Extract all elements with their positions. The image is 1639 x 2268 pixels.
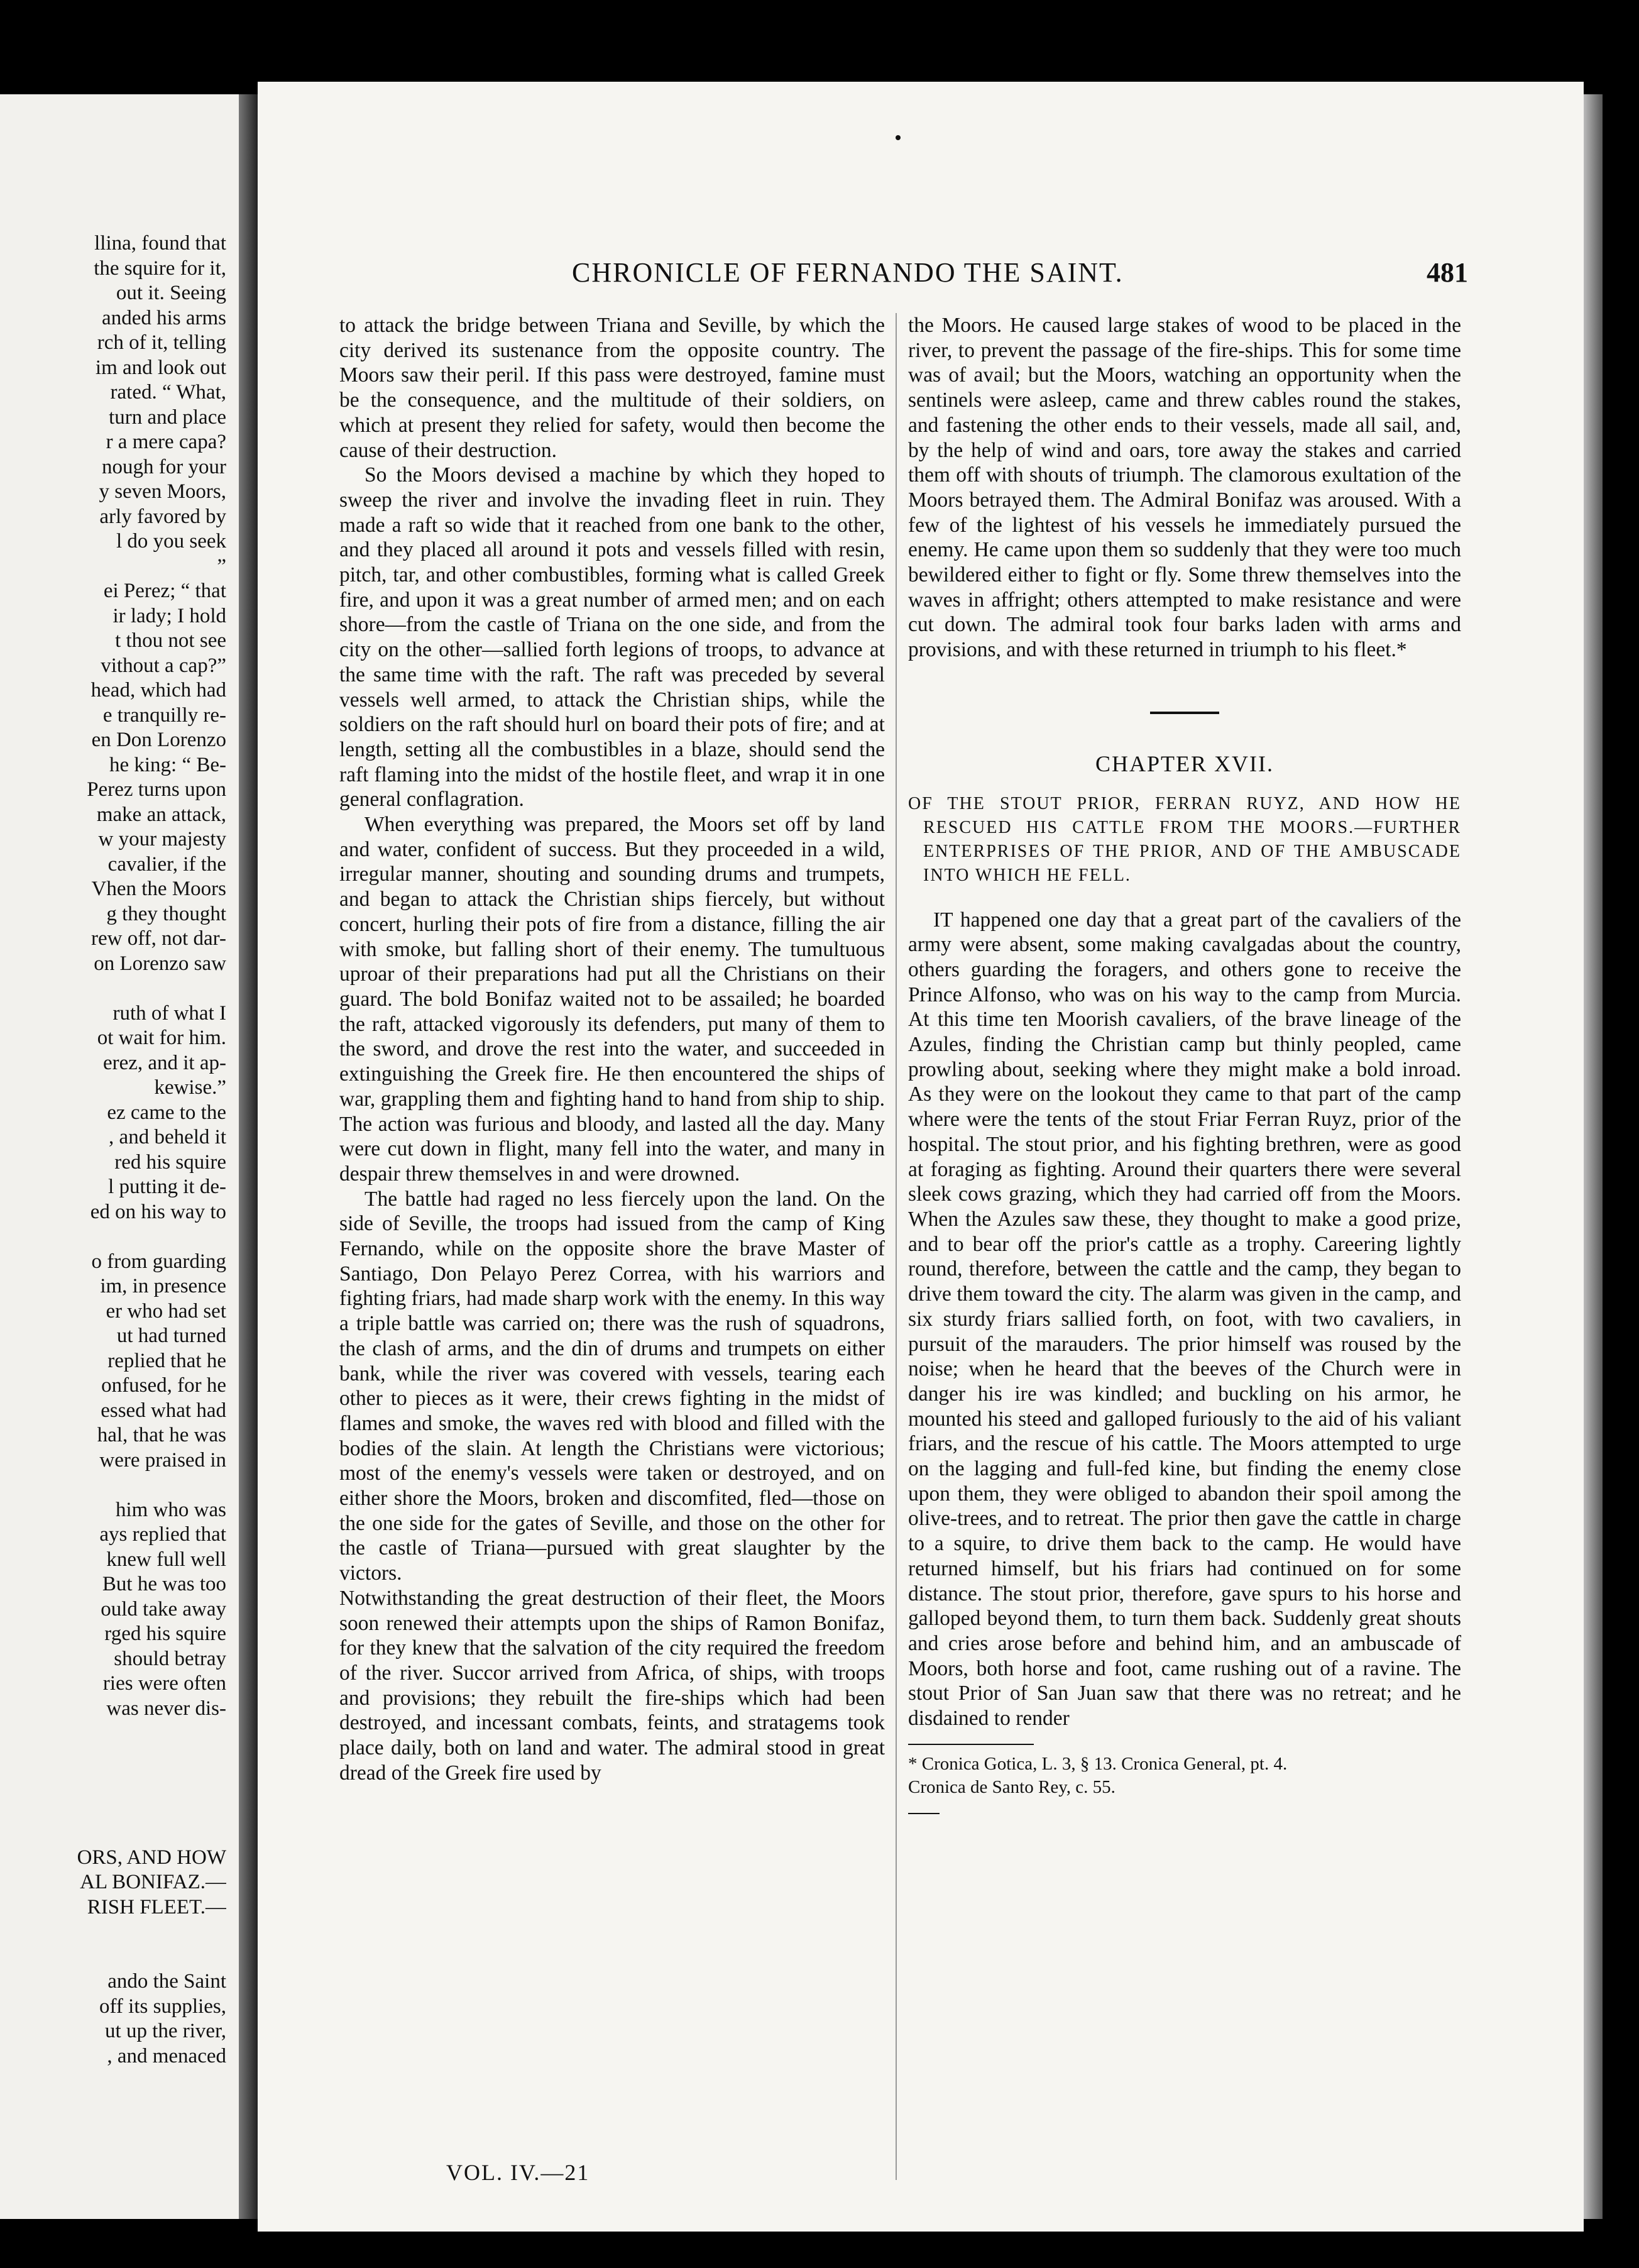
left-page-line xyxy=(0,1721,226,1746)
left-page-line: ir lady; I hold xyxy=(112,604,226,627)
left-page-line: ando the Saint xyxy=(107,1970,226,1993)
left-page-line: llina, found that xyxy=(94,232,226,255)
left-page-line: red his squire xyxy=(114,1150,226,1174)
left-page-line: rged his squire xyxy=(104,1622,226,1645)
left-page-line xyxy=(0,1225,226,1250)
left-page-line: w your majesty xyxy=(98,828,226,851)
column-divider xyxy=(896,313,897,2180)
left-page-line: should betray xyxy=(114,1647,226,1670)
left-page-line: he king: “ Be- xyxy=(109,753,226,776)
left-page-line: , and menaced xyxy=(107,2044,226,2067)
left-page-line: nough for your xyxy=(102,455,226,478)
paragraph: The battle had raged no less fiercely upon the land. On the side of Seville, the troops had issued from the camp of King Fernando, while on the opposite shore the brave Master of Santiago, Don Pelayo Perez Correa, with his warriors and fighting friars, had made sharp work with the enemy. In this way a triple battle was carried on; there was the rush of squadrons, the clash of arms, and the din of drums and trumpets on either bank, while the river was covered with vessels, tearing each other to pieces as it were, their crews fighting in the midst of flames and smoke, the waves red with blood and filled with the bodies of the slain. At length the Christians were victorious; most of the enemy's vessels were taken or destroyed, and on either shore the Moors, broken and discomfited, fled—those on the one side for the gates of Seville, and those on the other for the castle of Triana—pursued with great slaughter by the victors. xyxy=(339,1187,885,1585)
left-page-line: the squire for it, xyxy=(94,256,226,280)
left-page-line: ORS, AND HOW xyxy=(77,1846,226,1869)
left-page-line: ut had turned xyxy=(116,1324,226,1347)
section-rule xyxy=(1150,712,1219,714)
left-page-line: RISH FLEET.— xyxy=(87,1895,226,1918)
left-page-line: erez, and it ap- xyxy=(102,1051,226,1074)
left-page-line xyxy=(0,1920,226,1945)
paragraph: When everything was prepared, the Moors set off by land and water, confident of success. But they proceeded in a wild, irregular manner, shouting and sounding drums and trumpets, and began to attack the Christian ships fiercely, but without concert, hurling their pots of fire from a distance, filling the air with smoke, but falling short of their enemy. The tumultuous uproar of their preparations had put all the Christians on their guard. The bold Bonifaz waited not to be assailed; he boarded the raft, attacked vigorously its defenders, put many of them to the sword, and drove the rest into the water, and succeeded in extinguishing the Greek fire. He then encountered the ships of war, grappling them and fighting hand to hand from ship to ship. The action was furious and bloody, and lasted all the day. Many were cut down in flight, many fell into the water, and many in despair threw themselves in and were drowned. xyxy=(339,813,885,1186)
left-page-line: r a mere capa? xyxy=(106,431,226,453)
left-page-line: AL BONIFAZ.— xyxy=(80,1871,226,1893)
left-page-line xyxy=(0,1945,226,1970)
left-page-line: o from guarding xyxy=(91,1250,226,1273)
left-page-line: turn and place xyxy=(109,405,226,429)
right-column xyxy=(908,313,1461,1814)
left-page-line: kewise.” xyxy=(154,1076,226,1099)
left-page-line: vithout a cap?” xyxy=(101,654,226,677)
left-page-line xyxy=(0,1796,226,1821)
paragraph: IT happened one day that a great part of the cavaliers of the army were absent, some making cavalgadas about the country, others guarding the foragers, and others gone to receive the Prince Alfonso, who was on his way to the camp from Murcia. At this time ten Moorish cavaliers, of the brave lineage of the Azules, finding the Christian camp but thinly peopled, came prowling about, seeking where they might make a bold inroad. As they were on the lookout they came to that part of the camp where were the tents of the stout Friar Ferran Ruyz, prior of the hospital. The stout prior, and his fighting brethren, were as good at foraging as fighting. Around their quarters there were several sleek cows grazing, which they had carried off from the Moors. When the Azules saw these, they thought to make a good prize, and to bear off the prior's cattle as a trophy. Careering lightly round, therefore, between the cattle and the camp, they began to drive them toward the city. The alarm was given in the camp, and six sturdy friars sallied forth, on foot, with two cavaliers, in pursuit of the marauders. The prior himself was roused by the noise; when he heard that the beeves of the Church were in danger his ire was kindled; and buckling on his armor, he mounted his steed and galloped furiously to the aid of his valiant friars, and the rescue of his cattle. The Moors attempted to urge on the lagging and full-fed kine, but finding the enemy close upon them, they were obliged to abandon their spoil among the olive-trees, and to retreat. The prior then gave the cattle in charge to a squire, to drive them back to the camp. He would have returned himself, but his friars had continued on for some distance. The stout prior, therefore, gave spurs to his horse and galloped beyond them, to turn them back. Suddenly great shouts and cries arose before and behind him, and an ambuscade of Moors, both horse and foot, came rushing out of a ravine. The stout Prior of San Juan saw that there was no retreat; and he disdained to render xyxy=(908,908,1461,1731)
left-page-line xyxy=(0,1771,226,1796)
left-page-line: rch of it, telling xyxy=(97,331,226,354)
signature-mark: VOL. IV.—21 xyxy=(446,2160,590,2185)
left-page-line: ed on his way to xyxy=(90,1200,226,1223)
left-page-line: rated. “ What, xyxy=(110,381,226,404)
left-page-line: on Lorenzo saw xyxy=(94,952,226,975)
left-page-line xyxy=(0,1473,226,1498)
left-page-line: out it. Seeing xyxy=(116,282,226,304)
left-page-text xyxy=(0,231,226,2069)
left-page-line: anded his arms xyxy=(102,306,226,329)
left-page-line: him who was xyxy=(116,1498,226,1521)
running-title: CHRONICLE OF FERNANDO THE SAINT. xyxy=(572,257,1124,288)
left-page-line: ” xyxy=(217,554,226,578)
left-page-line: cavalier, if the xyxy=(107,852,226,876)
left-page-line: ould take away xyxy=(101,1597,226,1621)
left-page-line: was never dis- xyxy=(106,1697,226,1720)
left-page-line: off its supplies, xyxy=(99,1995,226,2018)
left-page-line: ez came to the xyxy=(107,1101,226,1124)
end-mark xyxy=(908,1813,940,1814)
left-page-line xyxy=(0,1746,226,1771)
left-page-line: l do you seek xyxy=(116,530,226,553)
running-head xyxy=(258,256,1584,288)
left-page-line: y seven Moors, xyxy=(99,480,226,503)
left-page-line: head, which had xyxy=(90,679,226,702)
left-page-line xyxy=(0,1820,226,1846)
left-page-line: Perez turns upon xyxy=(87,778,226,801)
main-page xyxy=(258,82,1584,2232)
left-column xyxy=(339,313,885,1785)
left-page-line: er who had set xyxy=(106,1299,226,1323)
left-page-line: onfused, for he xyxy=(101,1374,226,1397)
page-mark xyxy=(896,135,901,140)
paragraph: the Moors. He caused large stakes of wood to be placed in the river, to prevent the passage of the fire-ships. This for some time was of avail; but the Moors, watching an opportunity when the sentinels were asleep, came and threw cables round the stakes, and fastening the other ends to their vessels, made all sail, and, by the help of wind and oars, tore away the stakes and carried them off with shouts of triumph. The clamorous exultation of the Moors betrayed them. The Admiral Bonifaz was aroused. With a few of the lightest of his vessels he immediately pursued the enemy. He came upon them so suddenly that they were too much bewildered either to fight or fly. Some threw themselves into the waves in affright; others attempted to make resistance and were cut down. The admiral took four barks laden with arms and provisions, and with these returned in triumph to his fleet.* xyxy=(908,314,1461,662)
left-page-line: ut up the river, xyxy=(105,2020,226,2042)
left-page-line: ei Perez; “ that xyxy=(103,580,226,602)
left-page-line: ot wait for him. xyxy=(97,1027,226,1049)
footnote-line: Cronica de Santo Rey, c. 55. xyxy=(908,1776,1116,1797)
left-page-line: essed what had xyxy=(101,1399,226,1422)
left-page-line: knew full well xyxy=(106,1548,226,1571)
paragraph: Notwithstanding the great destruction of their fleet, the Moors soon renewed their attempts upon the ships of Ramon Bonifaz, for they knew that the salvation of the city required the freedom of the river. Succor arrived from Africa, of ships, with troops and provisions; they rebuilt the fire-ships which had been destroyed, and incessant combats, feints, and stratagems took place daily, both on land and water. The admiral stood in great dread of the Greek fire used by xyxy=(339,1586,885,1785)
left-page-line: e tranquilly re- xyxy=(102,703,226,727)
left-page-line: im and look out xyxy=(95,356,226,379)
left-page-line: Vhen the Moors xyxy=(91,878,226,900)
left-page-line xyxy=(0,976,226,1001)
left-page-line: But he was too xyxy=(102,1573,226,1595)
left-page-line: replied that he xyxy=(107,1349,226,1372)
left-page-line: im, in presence xyxy=(100,1275,226,1297)
left-page-line: rew off, not dar- xyxy=(91,927,226,950)
left-page-line: arly favored by xyxy=(99,505,226,528)
left-page-line: en Don Lorenzo xyxy=(91,729,226,751)
page-number: 481 xyxy=(1427,257,1468,288)
chapter-heading: CHAPTER XVII. xyxy=(1095,751,1274,776)
left-page-line: l putting it de- xyxy=(108,1175,226,1198)
page-edge xyxy=(1584,94,1603,2219)
left-page-line: ruth of what I xyxy=(112,1001,226,1025)
left-page-line: make an attack, xyxy=(96,803,226,826)
left-page-line: ries were often xyxy=(102,1672,226,1695)
book-gutter xyxy=(239,94,258,2219)
left-page-line: ays replied that xyxy=(99,1523,226,1546)
left-facing-page xyxy=(0,94,239,2219)
left-page-line: hal, that he was xyxy=(97,1424,226,1446)
footnote-rule xyxy=(908,1744,1034,1745)
footnote xyxy=(908,1753,1461,1799)
left-page-line: g they thought xyxy=(106,902,226,925)
chapter-summary: OF THE STOUT PRIOR, FERRAN RUYZ, AND HOW HE RESCUED HIS CATTLE FROM THE MOORS.—FURTHER ENTERPRISES OF THE PRIOR, AND OF THE AMBUSCADE INTO WHICH HE FELL. xyxy=(908,793,1461,885)
paragraph: So the Moors devised a machine by which they hoped to sweep the river and involve the invading fleet in ruin. They made a raft so wide that it reached from one bank to the other, and they placed all around it pots and vessels filled with resin, pitch, tar, and other combustibles, forming what is called Greek fire, and upon it was a great number of armed men; and on each shore—from the castle of Triana on the one side, and from the city on the other—sallied forth legions of troops, to advance at the same time with the raft. The raft was preceded by several vessels well armed, to attack the Christian ships, while the soldiers on the raft should hurl on board their pots of fire; and at length, setting all the combustibles in a blaze, should send the raft flaming into the midst of the hostile fleet, and wrap it in one general conflagration. xyxy=(339,463,885,812)
paragraph: to attack the bridge between Triana and Seville, by which the city derived its sustenance from the opposite country. The Moors saw their peril. If this pass were destroyed, famine must be the consequence, and the multitude of their soldiers, on which at present they relied for safety, would then become the cause of their destruction. xyxy=(339,314,885,462)
footnote-line: * Cronica Gotica, L. 3, § 13. Cronica General, pt. 4. xyxy=(908,1753,1288,1774)
left-page-line: t thou not see xyxy=(115,629,226,652)
left-page-line: were praised in xyxy=(99,1448,226,1472)
left-page-line: , and beheld it xyxy=(109,1126,226,1148)
